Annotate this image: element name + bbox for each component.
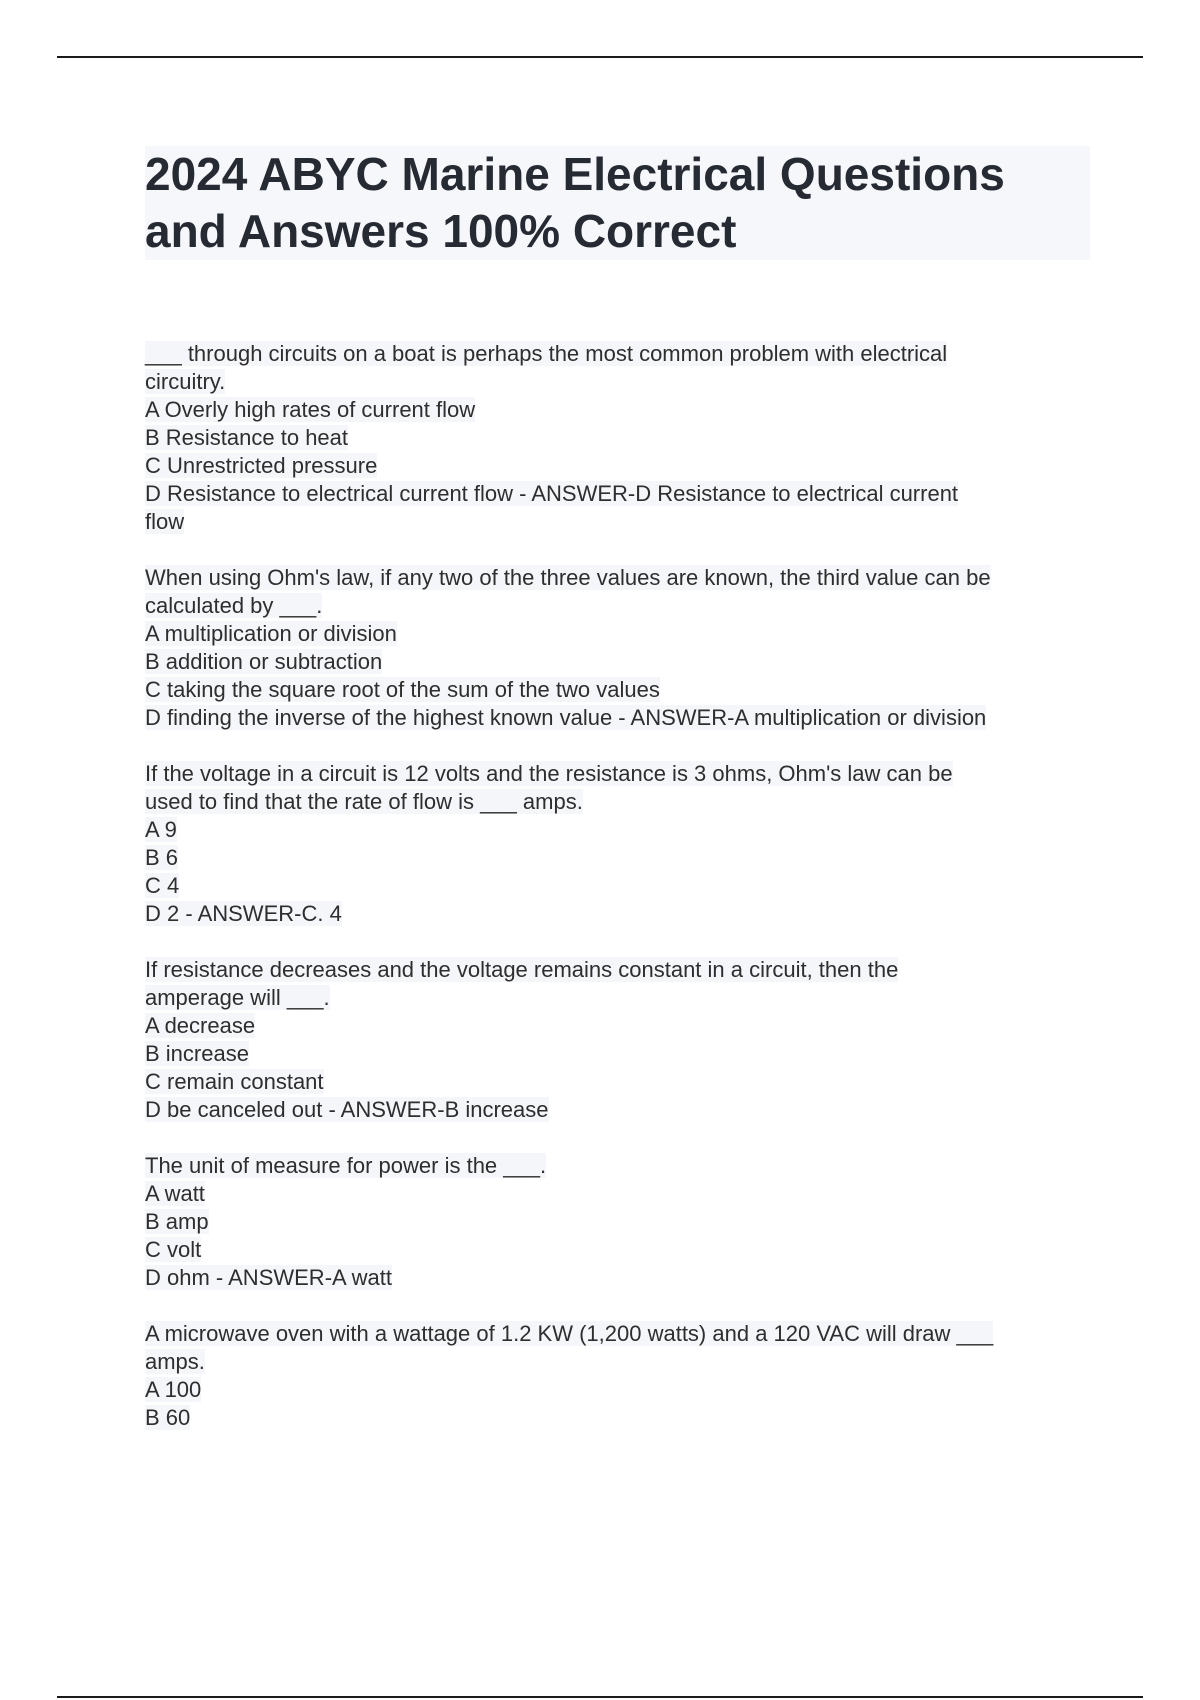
question-line [145, 452, 1085, 480]
line-text: C taking the square root of the sum of the two values [145, 677, 660, 702]
line-text: D Resistance to electrical current flow - ANSWER-D Resistance to electrical current [145, 481, 959, 506]
question-line [145, 480, 1085, 508]
question-line [145, 676, 1085, 704]
question-line [145, 1096, 1085, 1124]
line-text: A decrease [145, 1013, 256, 1038]
line-text: D finding the inverse of the highest known value - ANSWER-A multiplication or division [145, 705, 987, 730]
question-block [145, 956, 1085, 1124]
question-line [145, 984, 1085, 1012]
line-text: A Overly high rates of current flow [145, 397, 476, 422]
line-text: When using Ohm's law, if any two of the three values are known, the third value can be [145, 565, 991, 590]
line-text: amps. [145, 1349, 205, 1374]
question-line [145, 396, 1085, 424]
line-text: B addition or subtraction [145, 649, 383, 674]
line-text: D be canceled out - ANSWER-B increase [145, 1097, 549, 1122]
question-text [145, 1152, 1085, 1180]
line-text: B Resistance to heat [145, 425, 349, 450]
line-text: used to find that the rate of flow is ___ amps. [145, 789, 583, 814]
question-block [145, 1320, 1085, 1432]
question-line [145, 900, 1085, 928]
question-line [145, 1040, 1085, 1068]
line-text: A multiplication or division [145, 621, 397, 646]
question-block [145, 760, 1085, 928]
line-text: A microwave oven with a wattage of 1.2 KW (1,200 watts) and a 120 VAC will draw ___ [145, 1321, 994, 1346]
question-line [145, 872, 1085, 900]
question-text [145, 340, 1085, 368]
line-text: The unit of measure for power is the ___. [145, 1153, 547, 1178]
question-line [145, 788, 1085, 816]
question-text [145, 564, 1085, 592]
line-text: D ohm - ANSWER-A watt [145, 1265, 392, 1290]
question-line [145, 1068, 1085, 1096]
line-text: B amp [145, 1209, 209, 1234]
question-line [145, 1404, 1085, 1432]
question-block [145, 564, 1085, 732]
question-line [145, 1180, 1085, 1208]
document-title [145, 146, 1090, 260]
question-line [145, 1208, 1085, 1236]
question-block [145, 340, 1085, 536]
question-line [145, 704, 1085, 732]
question-line [145, 816, 1085, 844]
question-line [145, 1348, 1085, 1376]
question-line [145, 592, 1085, 620]
question-text [145, 1320, 1085, 1348]
question-line [145, 844, 1085, 872]
question-list [145, 340, 1085, 1460]
line-text: circuitry. [145, 369, 226, 394]
line-text: A 9 [145, 817, 177, 842]
line-text: A watt [145, 1181, 205, 1206]
title-line: 2024 ABYC Marine Electrical Questions [145, 148, 1005, 200]
line-text: C remain constant [145, 1069, 324, 1094]
line-text: B 6 [145, 845, 179, 870]
header-rule [57, 56, 1143, 58]
line-text: B 60 [145, 1405, 191, 1430]
question-line [145, 508, 1085, 536]
question-line [145, 368, 1085, 396]
footer-rule [57, 1696, 1143, 1698]
question-block [145, 1152, 1085, 1292]
line-text: If the voltage in a circuit is 12 volts and the resistance is 3 ohms, Ohm's law can be [145, 761, 953, 786]
line-text: calculated by ___. [145, 593, 323, 618]
line-text: amperage will ___. [145, 985, 330, 1010]
question-line [145, 1376, 1085, 1404]
question-text [145, 956, 1085, 984]
line-text: C volt [145, 1237, 202, 1262]
question-text [145, 760, 1085, 788]
question-line [145, 1236, 1085, 1264]
line-text: B increase [145, 1041, 249, 1066]
question-line [145, 1264, 1085, 1292]
question-line [145, 424, 1085, 452]
line-text: D 2 - ANSWER-C. 4 [145, 901, 342, 926]
question-line [145, 1012, 1085, 1040]
title-line: and Answers 100% Correct [145, 205, 737, 257]
line-text: ___ through circuits on a boat is perhaps the most common problem with electrical [145, 341, 948, 366]
line-text: flow [145, 509, 185, 534]
line-text: If resistance decreases and the voltage remains constant in a circuit, then the [145, 957, 899, 982]
line-text: C 4 [145, 873, 180, 898]
question-line [145, 648, 1085, 676]
line-text: A 100 [145, 1377, 202, 1402]
line-text: C Unrestricted pressure [145, 453, 378, 478]
question-line [145, 620, 1085, 648]
